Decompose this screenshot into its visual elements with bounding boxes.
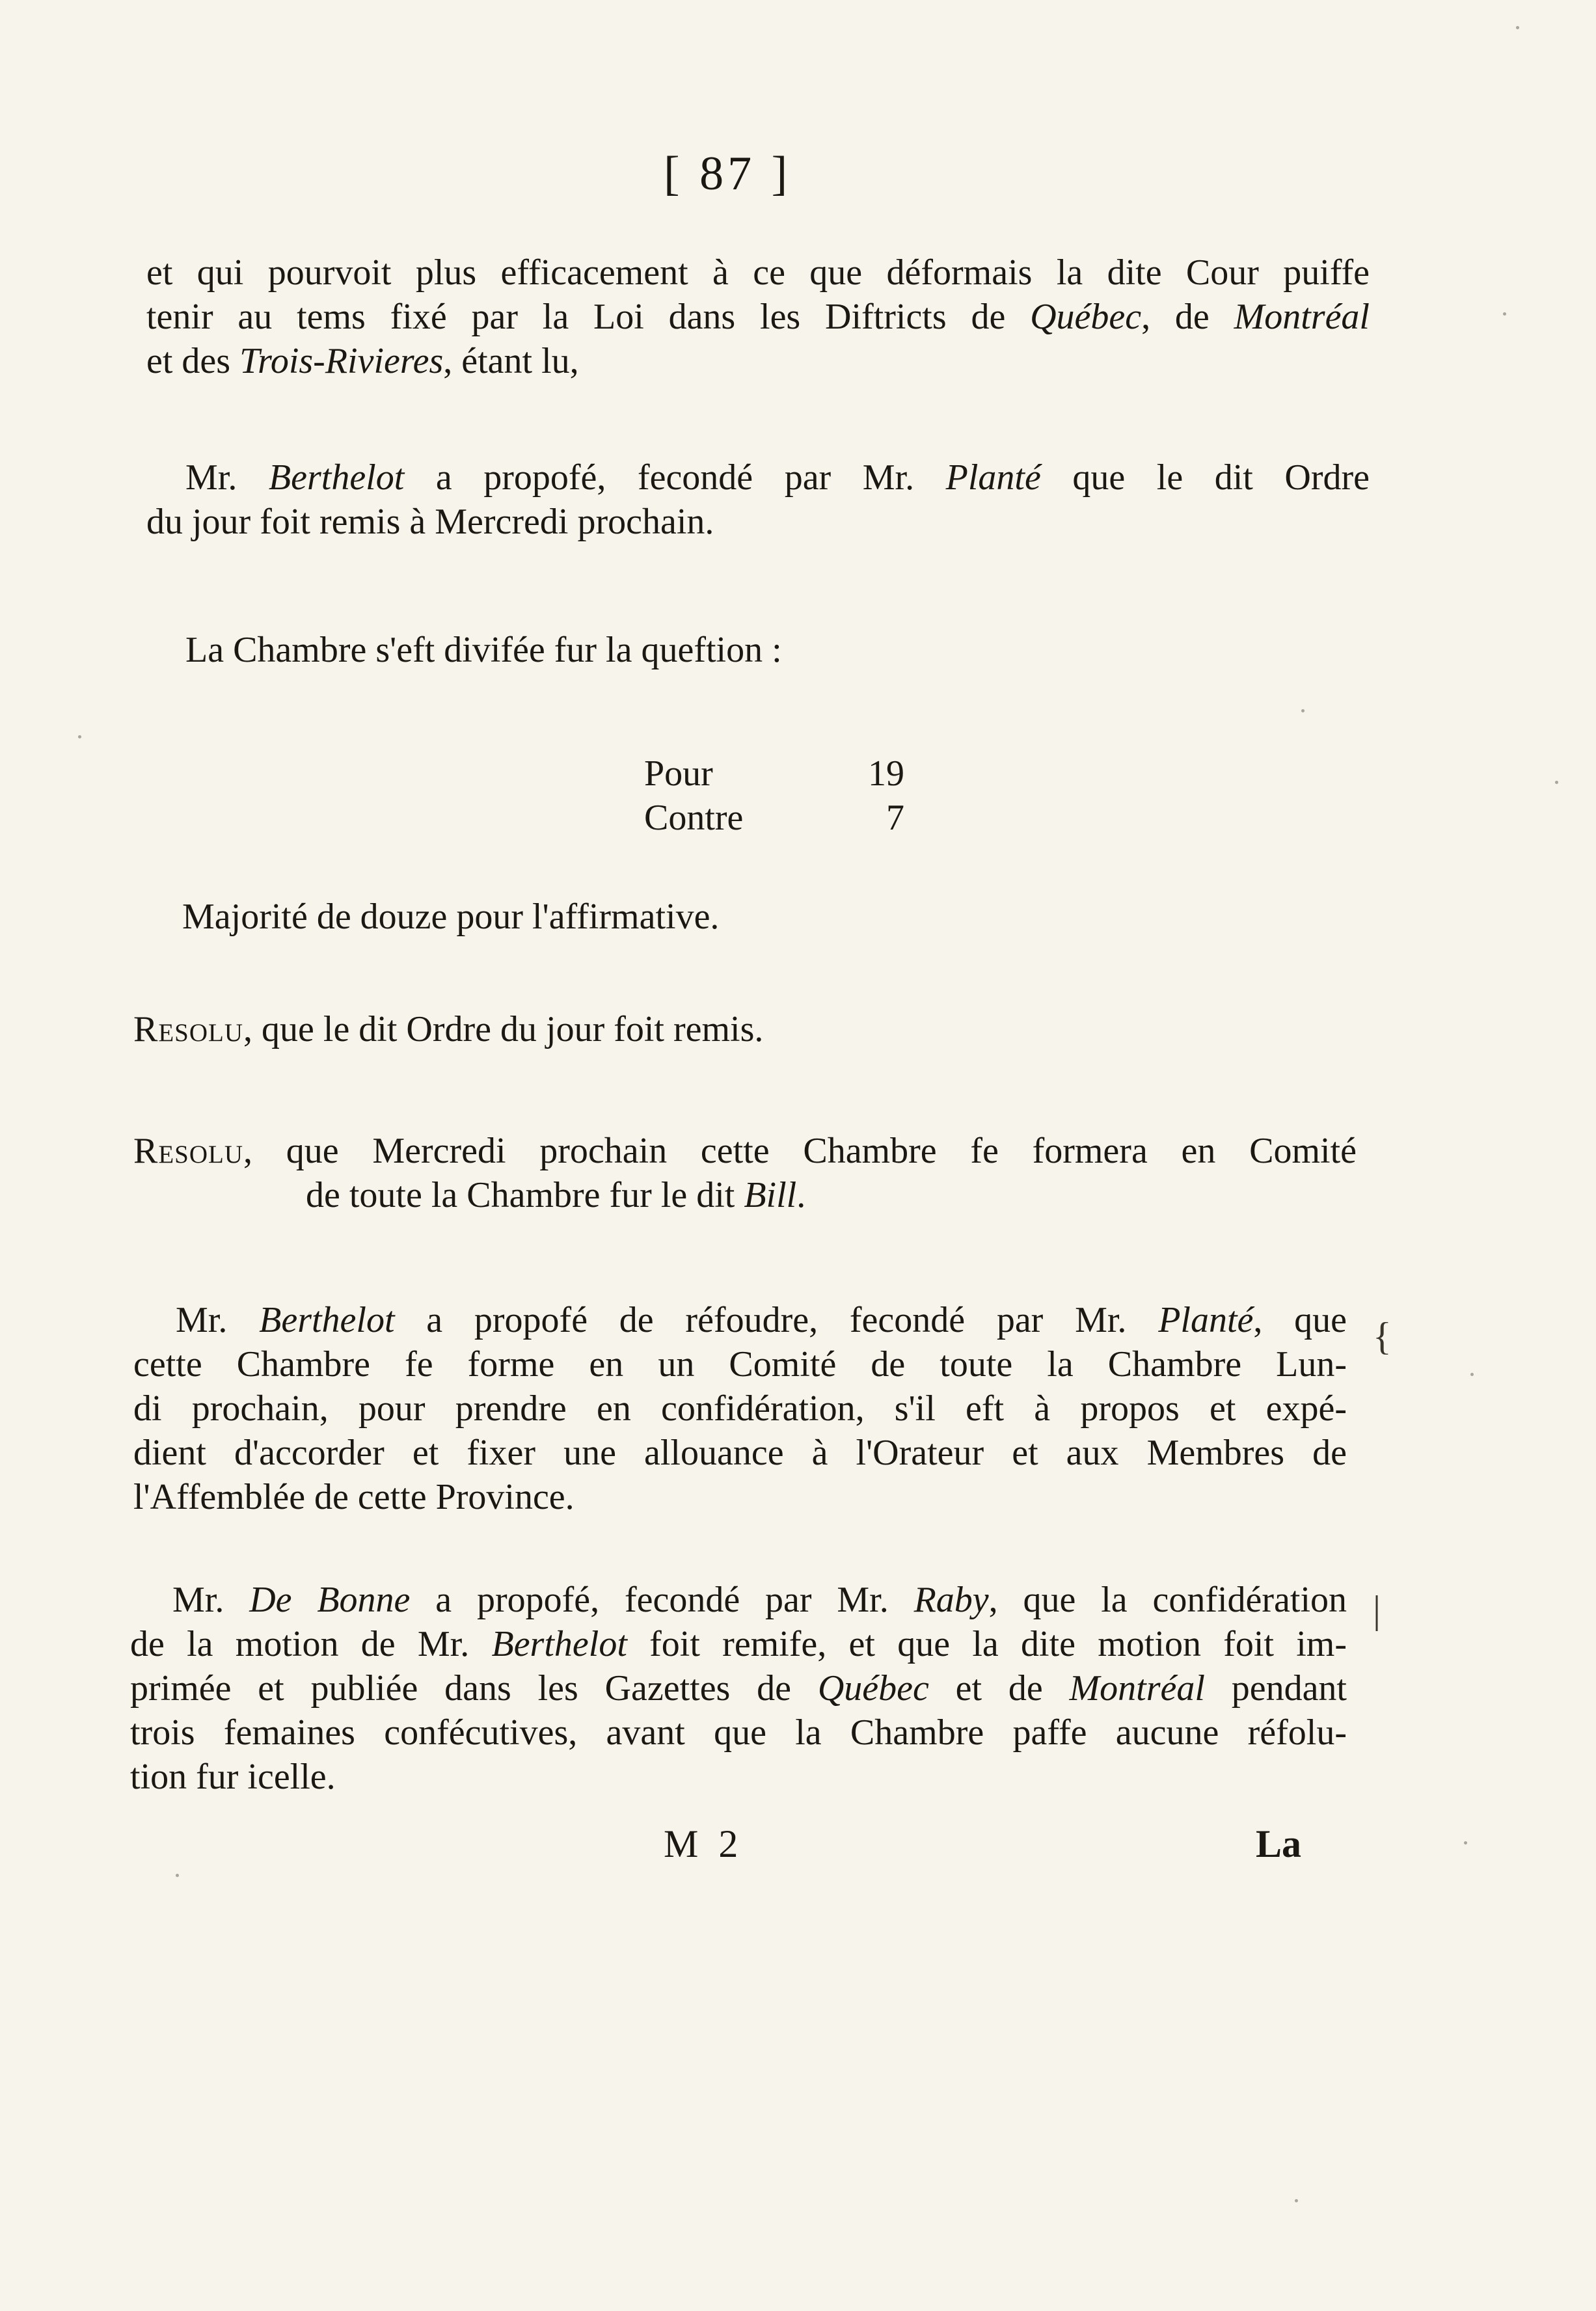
- paragraph-division: La Chambre s'eft divifée fur la queftion :: [185, 630, 782, 670]
- paper-speck: [1301, 709, 1305, 712]
- vote-row-contre: Contre 7: [644, 798, 904, 838]
- page-number: [ 87 ]: [664, 147, 792, 200]
- paragraph-order-of-day: et qui pourvoit plus efficacement à ce que déformais la dite Cour puiffe tenir au tems fixé par la Loi dans les Diftricts de Québec, de Montréal: [146, 252, 1370, 337]
- catchword: La: [1256, 1822, 1302, 1865]
- paper-speck: [1503, 312, 1506, 316]
- paper-speck: [1516, 26, 1519, 29]
- paragraph-order-of-day-end: et des Trois-Rivieres, étant lu,: [146, 341, 579, 381]
- vote-row-pour: Pour 19: [644, 753, 904, 794]
- paper-speck: [176, 1874, 179, 1877]
- paper-speck: [1295, 2199, 1298, 2202]
- paragraph-majority: Majorité de douze pour l'affirmative.: [182, 897, 720, 937]
- vote-tally: [644, 751, 904, 840]
- paragraph-motion-allowance-body: cette Chambre fe forme en un Comité de toute la Chambre Lun- di prochain, pour prendre en confidération, s'il eft à propos et expé- dient d'accorder et fixer une allouance à l'Orateur et aux Membres de: [133, 1344, 1347, 1473]
- paragraph-motion-debonne-body: de la motion de Mr. Berthelot foit remife, et que la dite motion foit im- primée et publiée dans les Gazettes de Québec et de Montréal pendant trois femaines confécutives, avant que la Chambre paffe aucune réfolu-: [130, 1624, 1347, 1753]
- paragraph-motion-berthelot: Mr. Berthelot a propofé, fecondé par Mr. Planté que le dit Ordre: [185, 457, 1370, 498]
- paper-speck: [1464, 1841, 1467, 1845]
- signature-mark: M 2: [664, 1822, 744, 1865]
- margin-bracket-mark: {: [1373, 1315, 1392, 1358]
- paragraph-motion-allowance: Mr. Berthelot a propofé de réfoudre, fecondé par Mr. Planté, que: [176, 1300, 1347, 1340]
- margin-bar-mark: |: [1373, 1588, 1381, 1631]
- paper-speck: [1555, 781, 1558, 784]
- paragraph-motion-debonne-end: tion fur icelle.: [130, 1757, 336, 1797]
- paper-speck: [1470, 1373, 1474, 1376]
- paper-speck: [78, 735, 81, 738]
- paragraph-resolution-2: Resolu, que Mercredi prochain cette Chambre fe formera en Comité: [133, 1131, 1357, 1171]
- paragraph-motion-allowance-end: l'Affemblée de cette Province.: [133, 1477, 575, 1517]
- paragraph-motion-debonne: Mr. De Bonne a propofé, fecondé par Mr. Raby, que la confidération: [172, 1580, 1347, 1620]
- paragraph-resolution-2-end: de toute la Chambre fur le dit Bill.: [306, 1175, 806, 1215]
- paragraph-resolution-1: Resolu, que le dit Ordre du jour foit remis.: [133, 1009, 764, 1049]
- paragraph-motion-berthelot-end: du jour foit remis à Mercredi prochain.: [146, 502, 714, 542]
